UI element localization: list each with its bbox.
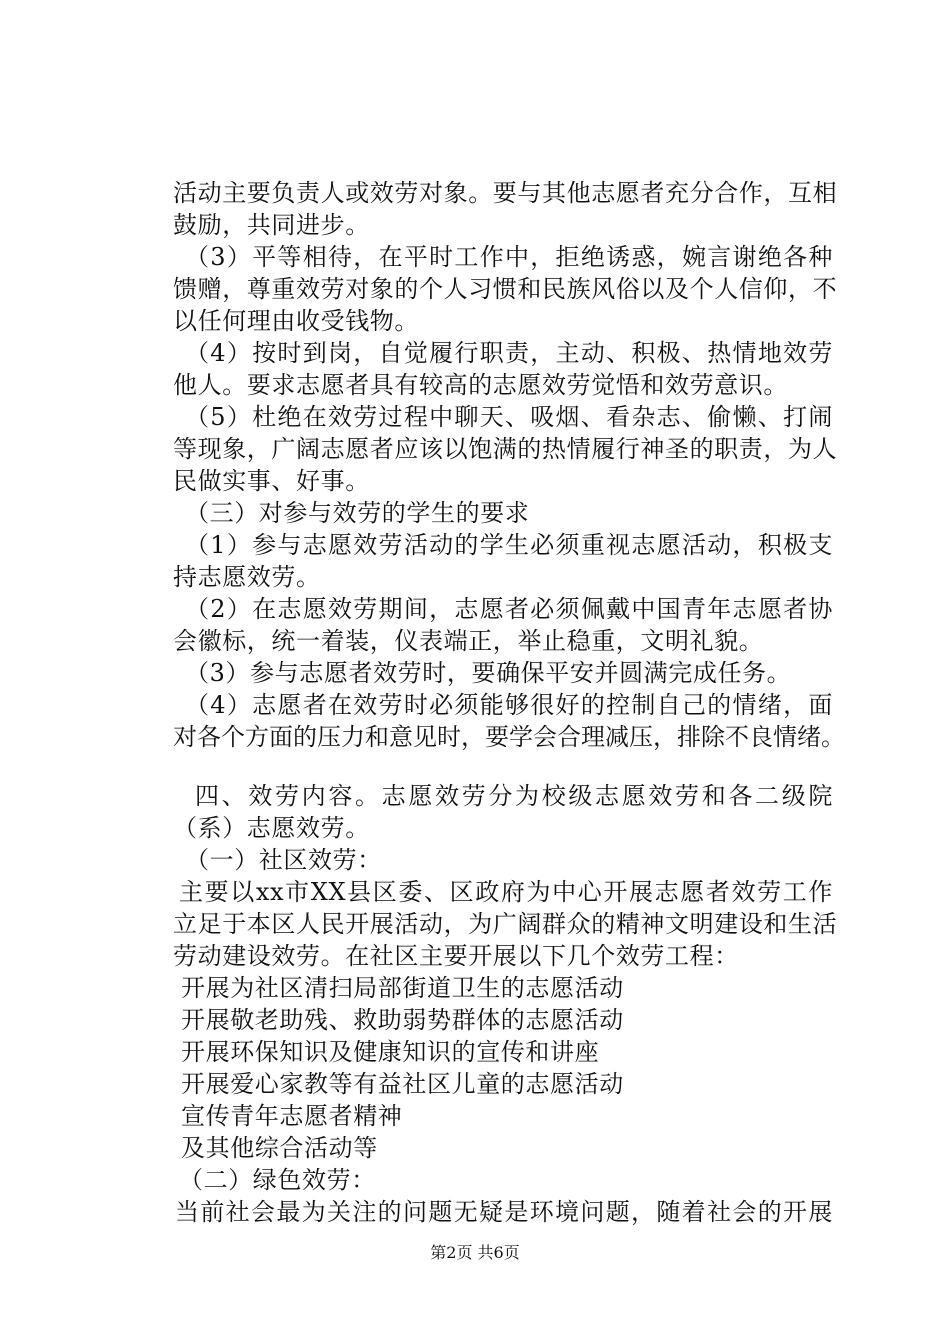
text-line: 劳动建设效劳。在社区主要开展以下几个效劳工程：	[173, 942, 739, 970]
text-line: 持志愿效劳。	[173, 563, 321, 591]
page-footer: 第2页 共6页	[430, 1243, 520, 1262]
text-line: 当前社会最为关注的问题无疑是环境问题，随着社会的开展	[175, 1198, 833, 1226]
text-line: （4）按时到岗，自觉履行职责，主动、积极、热情地效劳	[185, 339, 833, 367]
text-line: 以任何理由收受钱物。	[173, 307, 419, 335]
text-line: （4）志愿者在效劳时必须能够很好的控制自己的情绪，面	[185, 691, 833, 719]
list-item: 开展环保知识及健康知识的宣传和讲座	[181, 1038, 600, 1066]
list-item: 宣传青年志愿者精神	[181, 1102, 403, 1130]
list-item: 开展爱心家教等有益社区儿童的志愿活动	[181, 1070, 624, 1098]
text-line: （5）杜绝在效劳过程中聊天、吸烟、看杂志、偷懒、打闹	[185, 403, 833, 431]
text-line: 他人。要求志愿者具有较高的志愿效劳觉悟和效劳意识。	[173, 371, 788, 399]
text-line: （3）平等相待，在平时工作中，拒绝诱惑，婉言谢绝各种	[185, 243, 833, 271]
text-line: 民做实事、好事。	[173, 467, 370, 495]
list-item: 开展为社区清扫局部街道卫生的志愿活动	[181, 974, 624, 1002]
text-line: （1）参与志愿效劳活动的学生必须重视志愿活动，积极支	[185, 531, 833, 559]
section-heading: （一）社区效劳：	[185, 846, 382, 874]
text-line: （2）在志愿效劳期间，志愿者必须佩戴中国青年志愿者协	[185, 595, 833, 623]
text-line: 立足于本区人民开展活动，为广阔群众的精神文明建设和生活	[173, 910, 838, 938]
list-item: 及其他综合活动等	[181, 1134, 378, 1162]
text-line: 对各个方面的压力和意见时，要学会合理减压，排除不良情绪。	[173, 723, 845, 751]
text-line: 主要以xx市XX县区委、区政府为中心开展志愿者效劳工作	[179, 878, 833, 906]
text-line: 鼓励，共同进步。	[173, 211, 370, 239]
text-line: 活动主要负责人或效劳对象。要与其他志愿者充分合作，互相	[173, 179, 838, 207]
section-heading: 四、效劳内容。志愿效劳分为校级志愿效劳和各二级院	[195, 782, 833, 810]
text-line: （系）志愿效劳。	[173, 814, 370, 842]
section-heading: （三）对参与效劳的学生的要求	[185, 499, 530, 527]
text-line: 馈赠，尊重效劳对象的个人习惯和民族风俗以及个人信仰，不	[173, 275, 838, 303]
text-line: （3）参与志愿者效劳时，要确保平安并圆满完成任务。	[185, 659, 792, 687]
section-heading: （二）绿色效劳：	[179, 1166, 376, 1194]
list-item: 开展敬老助残、救助弱势群体的志愿活动	[181, 1006, 624, 1034]
text-line: 会徽标，统一着装，仪表端正，举止稳重，文明礼貌。	[173, 627, 764, 655]
text-line: 等现象，广阔志愿者应该以饱满的热情履行神圣的职责，为人	[173, 435, 838, 463]
